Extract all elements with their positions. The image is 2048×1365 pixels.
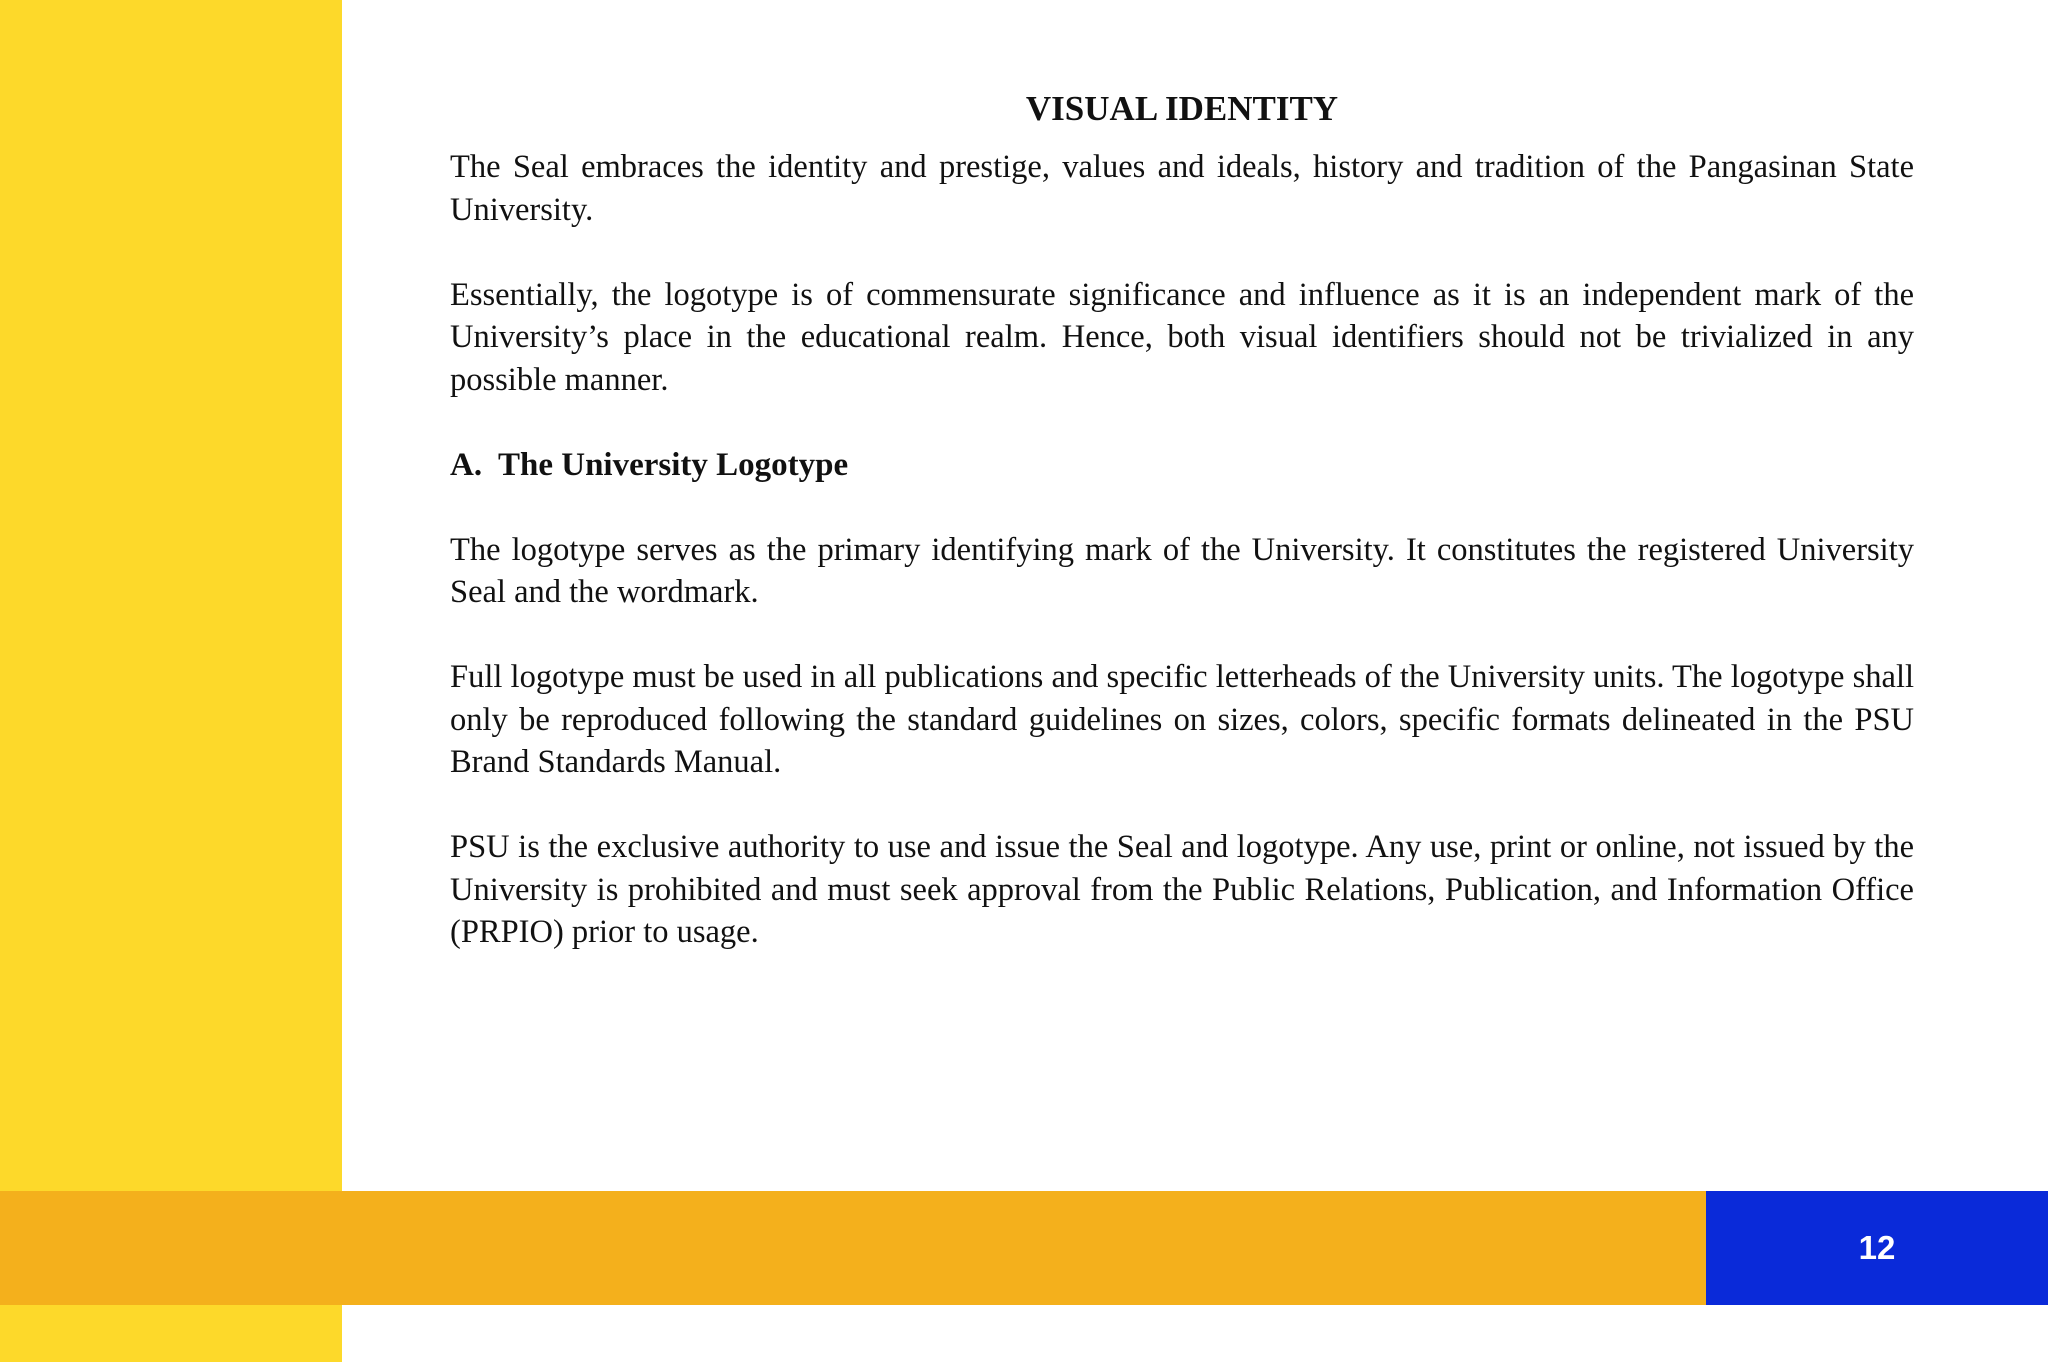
page-number: 12 [1858,1229,1896,1266]
section-heading: A. The University Logotype [450,446,849,483]
page-title: VISUAL IDENTITY [1025,89,1339,128]
page-number-box [1706,1191,2048,1305]
intro-paragraph-logotype: Essentially, the logotype is of commensurate significance and influence as it is an independent mark of the University’s place in the educational realm. Hence, both visual identifiers should not be trivialized in any possible manner. [450,276,1914,398]
footer-bar [0,1191,1706,1305]
section-paragraph-usage: Full logotype must be used in all publications and specific letterheads of the University units. The logotype shall only be reproduced following the standard guidelines on sizes, colors, specific formats delineated in the PSU Brand Standards Manual. [450,659,1914,780]
section-paragraph-authority: PSU is the exclusive authority to use and issue the Seal and logotype. Any use, print or online, not issued by the University is prohibited and must seek approval from the Public Relations, Publication, and Information Office (PRPIO) prior to usage. [450,829,1914,950]
section-paragraph-primary-mark: The logotype serves as the primary identifying mark of the University. It constitutes the registered University Seal and the wordmark. [450,531,1914,610]
left-color-band [0,0,342,1362]
intro-paragraph-seal: The Seal embraces the identity and prestige, values and ideals, history and tradition of the Pangasinan State University. [450,149,1914,228]
page-content [450,82,1914,996]
